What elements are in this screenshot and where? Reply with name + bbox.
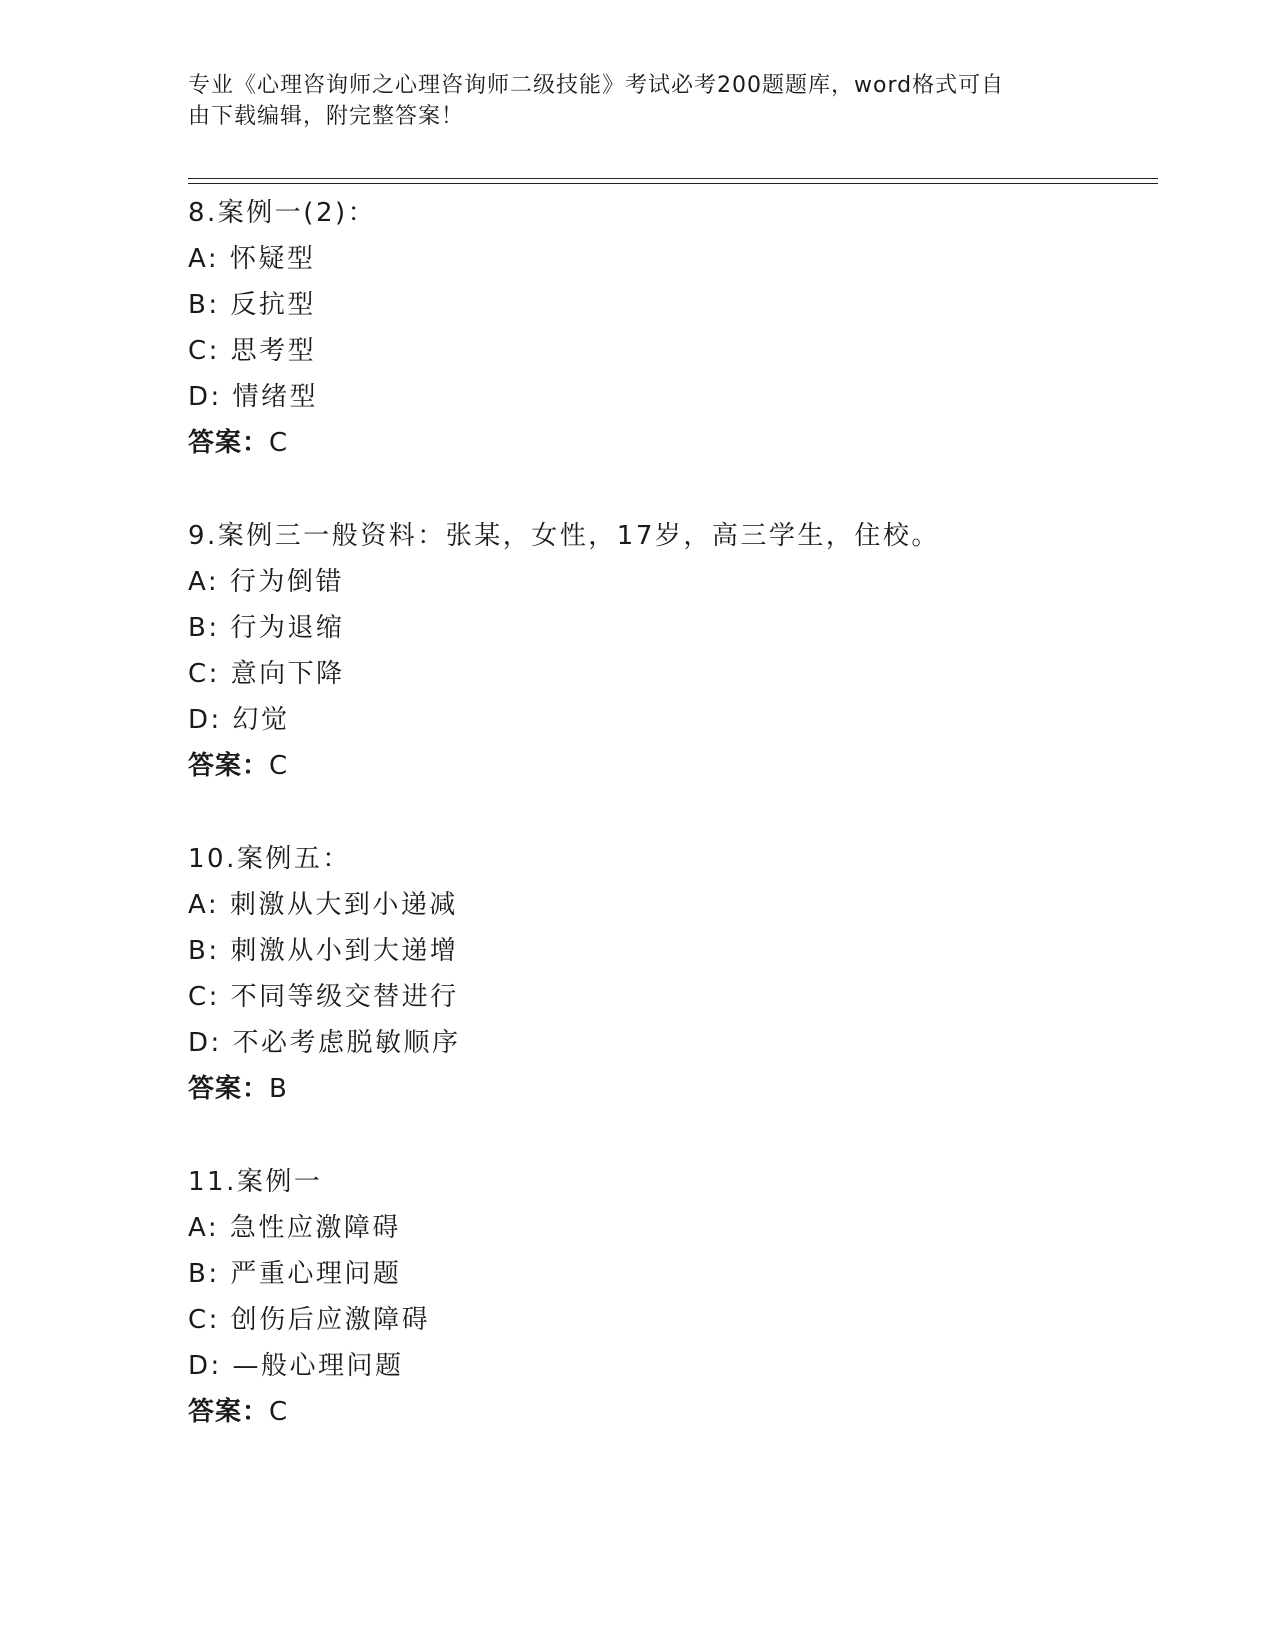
document-intro	[188, 70, 1088, 132]
answer-value: C	[269, 1397, 289, 1427]
option-d: D: 不必考虑脱敏顺序	[188, 1028, 461, 1058]
answer-line	[188, 743, 1148, 789]
header-divider-top	[188, 178, 1158, 179]
option-a: A: 刺激从大到小递减	[188, 890, 458, 920]
question-9	[188, 513, 1148, 789]
option-d: D: 幻觉	[188, 705, 290, 735]
option-a: A: 行为倒错	[188, 567, 344, 597]
answer-line	[188, 1066, 1148, 1112]
question-stem: 11.案例一	[188, 1167, 323, 1197]
answer-line	[188, 1389, 1148, 1435]
option-b: B: 行为退缩	[188, 613, 345, 643]
answer-value: C	[269, 751, 289, 781]
question-stem: 8.案例一(2)：	[188, 198, 377, 228]
question-10	[188, 836, 1148, 1112]
option-a: A: 急性应激障碍	[188, 1213, 401, 1243]
option-b: B: 严重心理问题	[188, 1259, 402, 1289]
header-divider-bottom	[188, 183, 1158, 184]
question-8	[188, 190, 1148, 466]
option-d: D: —般心理问题	[188, 1351, 404, 1381]
option-b: B: 刺激从小到大递增	[188, 936, 459, 966]
answer-label: 答案：	[188, 428, 270, 458]
answer-label: 答案：	[188, 1397, 270, 1427]
question-list	[188, 190, 1148, 1482]
answer-label: 答案：	[188, 1074, 270, 1104]
question-11	[188, 1159, 1148, 1435]
intro-line-1: 专业《心理咨询师之心理咨询师二级技能》考试必考200题题库，word格式可自	[188, 73, 1005, 98]
intro-line-2: 由下载编辑，附完整答案！	[188, 104, 465, 129]
option-b: B: 反抗型	[188, 290, 316, 320]
question-stem: 9.案例三一般资料：张某，女性，17岁，高三学生，住校。	[188, 521, 940, 551]
option-c: C: 不同等级交替进行	[188, 982, 459, 1012]
answer-line	[188, 420, 1148, 466]
answer-value: C	[269, 428, 289, 458]
answer-label: 答案：	[188, 751, 270, 781]
option-c: C: 创伤后应激障碍	[188, 1305, 431, 1335]
answer-value: B	[269, 1074, 288, 1104]
option-c: C: 思考型	[188, 336, 317, 366]
question-stem: 10.案例五：	[188, 844, 351, 874]
option-d: D: 情绪型	[188, 382, 319, 412]
option-c: C: 意向下降	[188, 659, 345, 689]
option-a: A: 怀疑型	[188, 244, 316, 274]
